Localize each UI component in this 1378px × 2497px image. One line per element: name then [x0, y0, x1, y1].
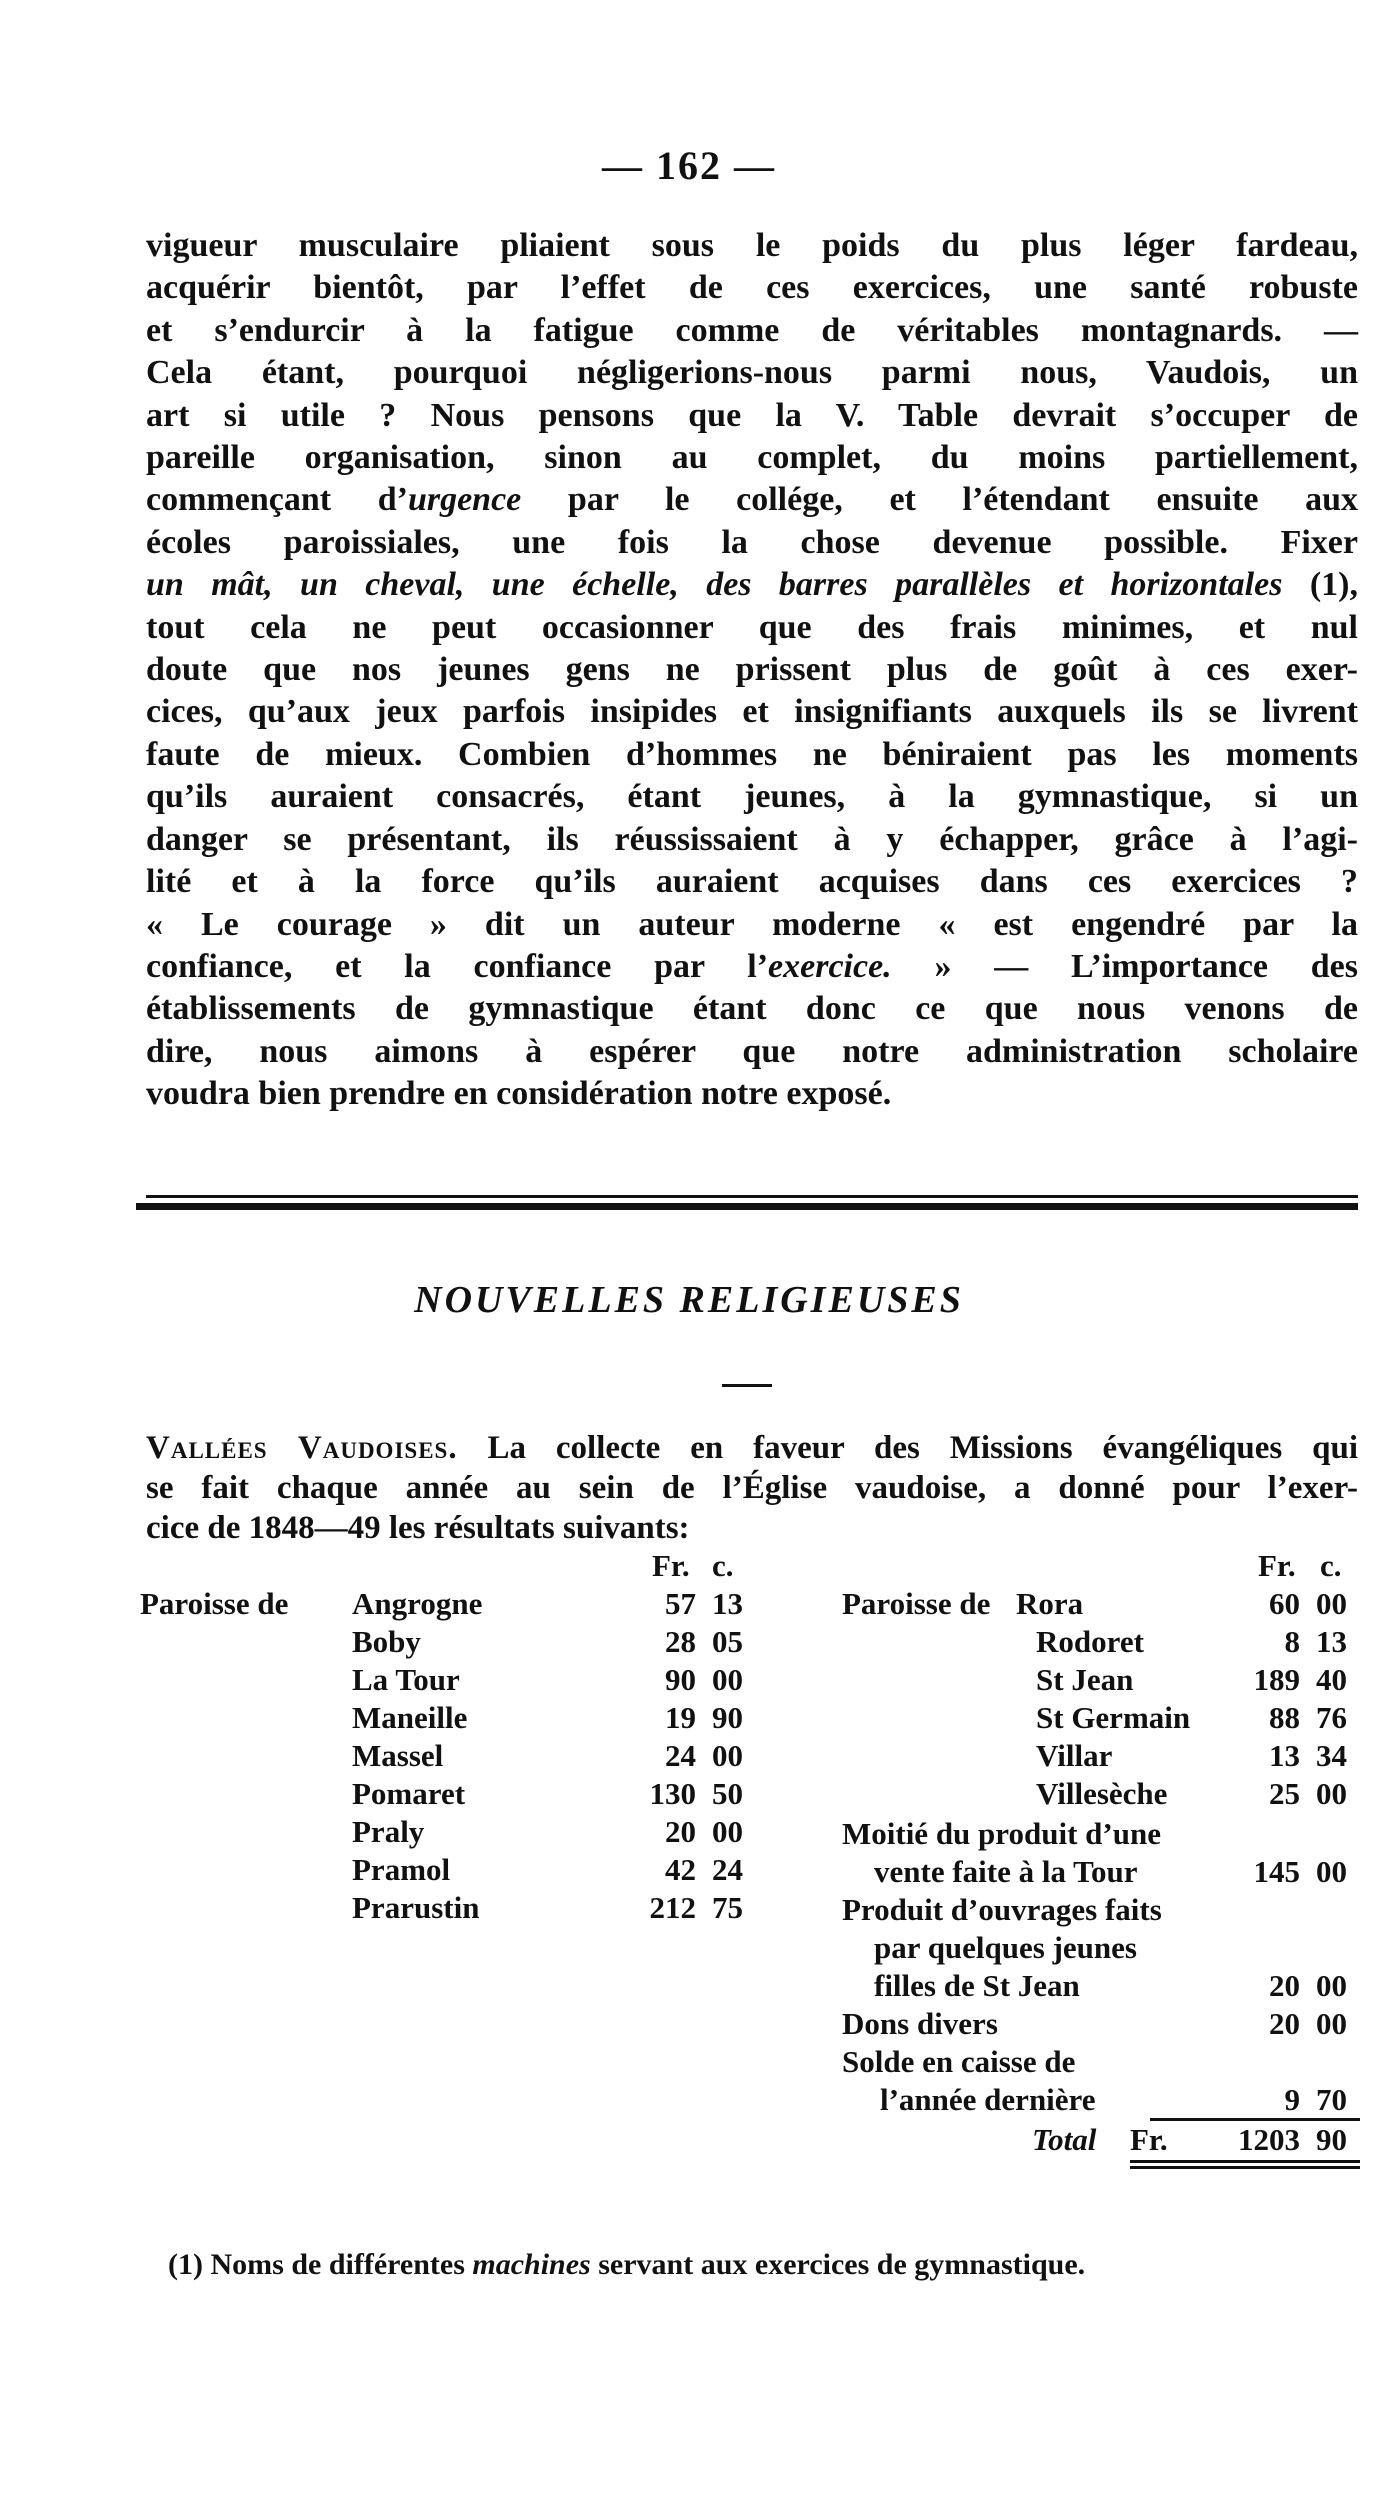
- parish-name: St Germain: [1036, 1700, 1191, 1735]
- solde-fr: 9: [1284, 2082, 1300, 2117]
- parish-fr: 130: [649, 1776, 696, 1811]
- parish-fr: 88: [1269, 1700, 1300, 1735]
- intro-line: se fait chaque année au sein de l’Église vaudoise, a donné pour l’exer-: [146, 1470, 1358, 1506]
- parish-name: Praly: [352, 1814, 425, 1849]
- body-line: « Le courage » dit un auteur moderne « est engendré par la: [146, 905, 1358, 943]
- parish-fr: 42: [665, 1852, 696, 1887]
- body-line: qu’ils auraient consacrés, étant jeunes, à la gymnastique, si un: [146, 778, 1358, 816]
- sum-rule: [1150, 2118, 1360, 2121]
- parish-c: 00: [712, 1814, 743, 1849]
- unit-c-right: c.: [1320, 1548, 1342, 1583]
- body-line: vigueur musculaire pliaient sous le poids du plus léger fardeau,: [146, 227, 1358, 264]
- parish-name: Pomaret: [352, 1776, 466, 1811]
- parish-fr: 189: [1253, 1662, 1300, 1697]
- parish-c: 50: [712, 1776, 743, 1811]
- body-text: [146, 225, 1358, 1116]
- dons-fr: 20: [1269, 2006, 1300, 2041]
- unit-fr-left: Fr.: [652, 1548, 690, 1583]
- parish-name: Rora: [1016, 1586, 1084, 1621]
- footnote-mark: (1): [168, 2248, 203, 2281]
- parish-fr: 13: [1269, 1738, 1300, 1773]
- dons-label: Dons divers: [842, 2006, 998, 2041]
- parish-fr: 60: [1269, 1586, 1300, 1621]
- body-line: dire, nous aimons à espérer que notre administration scholaire: [146, 1032, 1358, 1070]
- parish-name: La Tour: [352, 1662, 460, 1697]
- parish-fr: 90: [665, 1662, 696, 1697]
- italic-word: exercice.: [768, 947, 892, 985]
- parish-c: 00: [1316, 1776, 1347, 1811]
- parish-fr: 57: [665, 1586, 696, 1621]
- body-line: pareille organisation, sinon au complet, du moins partiellement,: [146, 439, 1358, 477]
- parish-name: St Jean: [1036, 1662, 1134, 1697]
- dons-c: 00: [1316, 2006, 1347, 2041]
- total-rule: [1130, 2160, 1360, 2163]
- footnote: (1) Noms de différentes machines servant aux exercices de gymnastique.: [168, 2248, 1086, 2281]
- parish-c: 34: [1316, 1738, 1347, 1773]
- total-label: Total: [1032, 2122, 1097, 2157]
- parish-name: Prarustin: [352, 1890, 480, 1925]
- parish-c: 00: [712, 1662, 743, 1697]
- ouvrages-fr: 20: [1269, 1968, 1300, 2003]
- footnote-italic: machines: [472, 2248, 591, 2281]
- parish-name: Rodoret: [1036, 1624, 1144, 1659]
- parish-name: Angrogne: [352, 1586, 483, 1621]
- body-line: écoles paroissiales, une fois la chose devenue possible. Fixer: [146, 523, 1358, 561]
- solde-c: 70: [1316, 2082, 1347, 2117]
- body-line: tout cela ne peut occasionner que des frais minimes, et nul: [146, 608, 1358, 646]
- parish-c: 90: [712, 1700, 743, 1735]
- section-title: NOUVELLES RELIGIEUSES: [414, 1279, 964, 1321]
- parish-name: Maneille: [352, 1700, 468, 1735]
- total-unit: Fr.: [1130, 2122, 1168, 2157]
- vente-label-2: vente faite à la Tour: [874, 1854, 1138, 1889]
- collection-intro: [146, 1428, 1358, 1548]
- intro-line: Vallées Vaudoises. La collecte en faveur des Missions évangéliques qui: [146, 1430, 1358, 1466]
- solde-label-2: l’année dernière: [880, 2082, 1096, 2117]
- parish-c: 76: [1316, 1700, 1347, 1735]
- body-line: établissements de gymnastique étant donc ce que nous venons de: [146, 990, 1358, 1028]
- parish-c: 00: [1316, 1586, 1347, 1621]
- vente-label-1: Moitié du produit d’une: [842, 1816, 1161, 1851]
- parish-fr: 8: [1284, 1624, 1300, 1659]
- unit-fr-right: Fr.: [1258, 1548, 1296, 1583]
- parish-c: 00: [712, 1738, 743, 1773]
- section-divider-thick: [136, 1203, 1358, 1210]
- ouvrages-label-2: par quelques jeunes: [874, 1930, 1137, 1965]
- parish-fr: 28: [665, 1624, 696, 1659]
- italic-word: urgence: [407, 481, 522, 519]
- page-number: — 162 —: [602, 143, 776, 188]
- parish-name: Massel: [352, 1738, 444, 1773]
- intro-lead: Vallées Vaudoises.: [146, 1430, 458, 1466]
- parish-c: 24: [712, 1852, 743, 1887]
- total-rule-double: [1130, 2166, 1360, 2169]
- ouvrages-c: 00: [1316, 1968, 1347, 2003]
- parish-name: Villesèche: [1036, 1776, 1168, 1811]
- body-line: et s’endurcir à la fatigue comme de véritables montagnards. —: [146, 311, 1358, 349]
- body-line: art si utile ? Nous pensons que la V. Table devrait s’occuper de: [146, 396, 1358, 434]
- parish-c: 13: [1316, 1624, 1347, 1659]
- body-line: lité et à la force qu’ils auraient acquises dans ces exercices ?: [146, 863, 1358, 901]
- intro-line: cice de 1848—49 les résultats suivants:: [146, 1510, 690, 1546]
- ouvrages-label-3: filles de St Jean: [874, 1968, 1080, 2003]
- ouvrages-label-1: Produit d’ouvrages faits: [842, 1892, 1162, 1927]
- body-line: voudra bien prendre en considération notre exposé.: [146, 1075, 892, 1113]
- parish-name: Villar: [1036, 1738, 1113, 1773]
- italic-phrase: un mât, un cheval, une échelle, des barres parallèles et horizontales: [146, 566, 1283, 604]
- parish-fr: 19: [665, 1700, 696, 1735]
- parish-c: 13: [712, 1586, 743, 1621]
- body-line: un mât, un cheval, une échelle, des barres parallèles et horizontales (1),: [146, 566, 1358, 604]
- vente-c: 00: [1316, 1854, 1347, 1889]
- body-line: commençant d’urgence par le collége, et l’étendant ensuite aux: [146, 481, 1359, 519]
- right-prefix: Paroisse de: [842, 1586, 991, 1621]
- body-line: confiance, et la confiance par l’exercice. » — L’importance des: [146, 947, 1359, 985]
- parish-name: Boby: [352, 1624, 421, 1659]
- parish-fr: 25: [1269, 1776, 1300, 1811]
- title-rule: [722, 1384, 772, 1387]
- parish-name: Pramol: [352, 1852, 451, 1887]
- body-line: cices, qu’aux jeux parfois insipides et insignifiants auxquels ils se livrent: [146, 693, 1358, 731]
- parish-fr: 20: [665, 1814, 696, 1849]
- body-line: Cela étant, pourquoi négligerions-nous parmi nous, Vaudois, un: [146, 354, 1358, 392]
- section-divider: [146, 1195, 1358, 1198]
- unit-c-left: c.: [712, 1548, 734, 1583]
- vente-fr: 145: [1253, 1854, 1300, 1889]
- body-line: doute que nos jeunes gens ne prissent plus de goût à ces exer-: [146, 651, 1358, 689]
- body-line: faute de mieux. Combien d’hommes ne béniraient pas les moments: [146, 735, 1358, 773]
- parish-fr: 212: [649, 1890, 696, 1925]
- solde-label-1: Solde en caisse de: [842, 2044, 1076, 2079]
- left-prefix: Paroisse de: [140, 1586, 289, 1621]
- total-c: 90: [1316, 2122, 1347, 2157]
- parish-c: 40: [1316, 1662, 1347, 1697]
- parish-c: 75: [712, 1890, 743, 1925]
- body-line: danger se présentant, ils réussissaient à y échapper, grâce à l’agi-: [146, 820, 1358, 858]
- parish-c: 05: [712, 1624, 743, 1659]
- body-line: acquérir bientôt, par l’effet de ces exercices, une santé robuste: [146, 269, 1358, 307]
- total-fr: 1203: [1238, 2122, 1300, 2157]
- parish-fr: 24: [665, 1738, 696, 1773]
